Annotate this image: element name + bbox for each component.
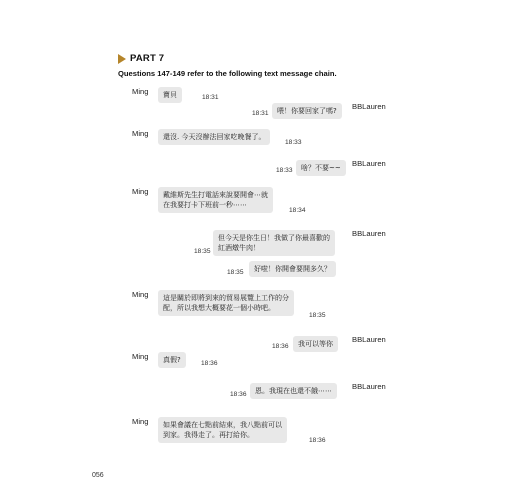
sender-name: Ming — [132, 290, 149, 299]
message-bubble — [158, 187, 273, 213]
message-bubble — [158, 290, 294, 316]
message-time: 18:36 — [201, 360, 218, 367]
message-bubble — [272, 103, 342, 119]
message-bubble — [293, 336, 338, 352]
message-line: 配，所以我想大概要花一個小時吧。 — [163, 304, 275, 312]
message-bubble — [158, 87, 182, 103]
part-heading — [118, 53, 337, 64]
sender-name: BBLauren — [352, 102, 386, 111]
message-bubble — [158, 352, 186, 368]
message-bubble — [249, 261, 336, 277]
message-line: 如果會議在七點前結束，我八點前可以 — [163, 421, 282, 429]
message-time: 18:36 — [272, 343, 289, 350]
message-bubble — [158, 129, 270, 145]
section-header — [118, 53, 337, 78]
message-line: 啥？不要~~ — [301, 164, 341, 172]
message-bubble — [250, 383, 337, 399]
sender-name: BBLauren — [352, 229, 386, 238]
sender-name: Ming — [132, 417, 149, 426]
message-line: 好啦！你開會要開多久？ — [254, 265, 331, 273]
message-time: 18:34 — [289, 207, 306, 214]
message-line: 在我要打卡下班前一秒⋯⋯ — [163, 201, 247, 209]
message-time: 18:31 — [252, 110, 269, 117]
part-title: PART 7 — [130, 53, 165, 64]
sender-name: BBLauren — [352, 159, 386, 168]
sender-name: Ming — [132, 129, 149, 138]
message-line: 真假? — [163, 356, 181, 364]
message-line: 還沒. 今天沒辦法回家吃晚餐了。 — [163, 133, 266, 141]
message-time: 18:33 — [276, 167, 293, 174]
message-line: 但今天是你生日！我做了你最喜歡的 — [218, 234, 330, 242]
sender-name: Ming — [132, 87, 149, 96]
page-number: 056 — [92, 472, 104, 479]
message-time: 18:35 — [194, 248, 211, 255]
message-line: 喂！你要回家了嗎? — [277, 107, 337, 115]
message-bubble — [213, 230, 335, 256]
sender-name: BBLauren — [352, 335, 386, 344]
message-time: 18:33 — [285, 139, 302, 146]
message-time: 18:31 — [202, 94, 219, 101]
message-line: 我可以等你 — [298, 340, 333, 348]
message-line: 到家。我得走了。再打給你。 — [163, 431, 254, 439]
message-line: 寶貝 — [163, 91, 177, 99]
question-instructions: Questions 147-149 refer to the following text message chain. — [118, 69, 337, 78]
message-time: 18:35 — [309, 312, 326, 319]
message-time: 18:36 — [230, 391, 247, 398]
sender-name: Ming — [132, 187, 149, 196]
message-line: 紅酒燉牛肉！ — [218, 244, 260, 252]
message-time: 18:36 — [309, 437, 326, 444]
sender-name: Ming — [132, 352, 149, 361]
triangle-bullet-icon — [118, 54, 126, 64]
message-time: 18:35 — [227, 269, 244, 276]
sender-name: BBLauren — [352, 382, 386, 391]
message-bubble — [296, 160, 346, 176]
message-line: 戴維斯先生打電話來說要開會⋯就 — [163, 191, 268, 199]
message-line: 這是關於即將到來的貿易展覽上工作的分 — [163, 294, 289, 302]
message-bubble — [158, 417, 287, 443]
message-line: 恩。我現在也還不餓⋯⋯ — [255, 387, 332, 395]
